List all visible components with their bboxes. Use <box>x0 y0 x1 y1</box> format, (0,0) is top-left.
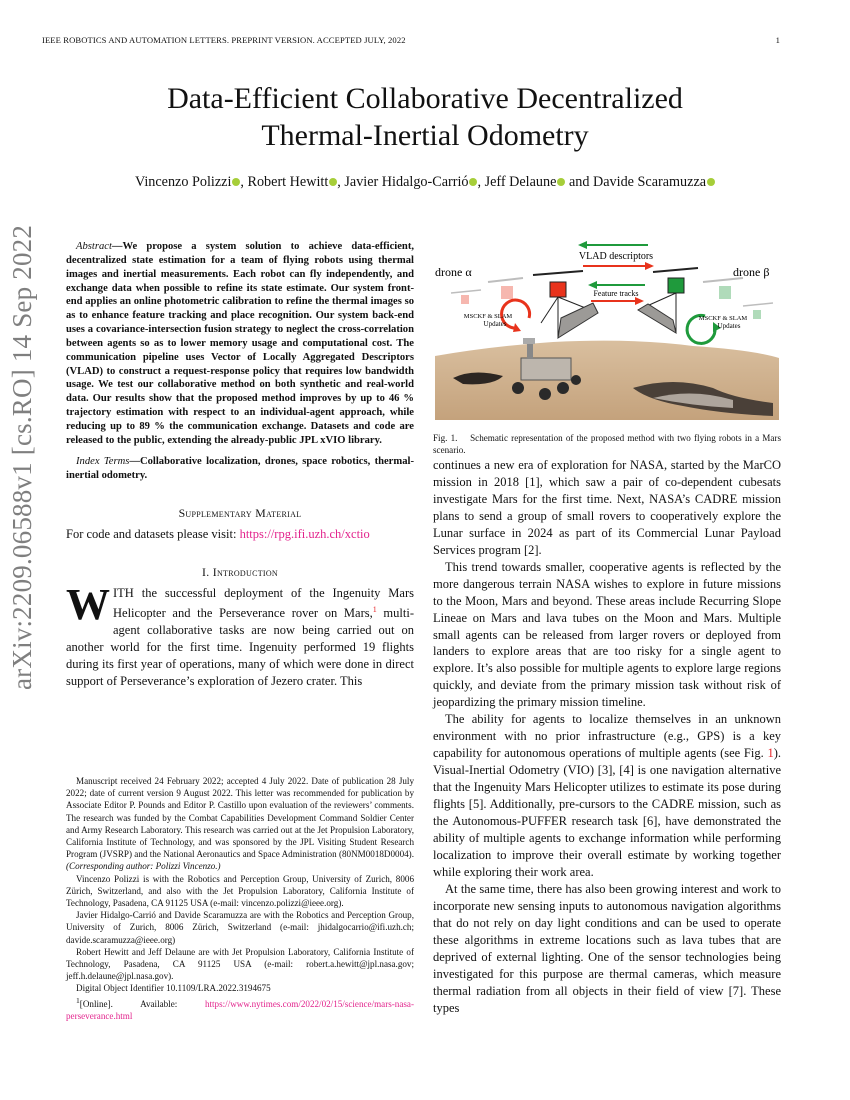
vlad-label: VLAD descriptors <box>578 251 654 262</box>
title-line-1: Data-Efficient Collaborative Decentralized <box>167 82 683 115</box>
intro-paragraph-2: This trend towards smaller, cooperative agents is reflected by the more dangerous terrain NASA wishes to explore in future missions to the Moon, Mars and beyond. These areas include Recurring Slope Lineae on Mars and lava tubes on the Moon and Mars. Multiple small agents can be released from larger rovers or deployed from landers to explore areas that are too risky for a single agent to explore. It’s also possible for multiple agents to explore large regions quickly, and deviate from the primary mission task without risk of jeopardizing the primary mission timeline. <box>433 559 781 710</box>
intro-paragraph-4: At the same time, there has also been growing interest and work to incorporate new sensing inputs to autonomous navigation algorithms that do not rely on day light conditions and can be used to operate these algorithms in extreme locations such as lava tubes that are deprived of external lighting. One of the sensor technologies being investigated for this purpose are thermal cameras, which measure thermal radiation from all objects in their field of view [7]. These types <box>433 881 781 1015</box>
beta-update-label-1: MSCKF & SLAM <box>698 315 748 322</box>
affiliation-1: Vincenzo Polizzi is with the Robotics and Perception Group, University of Zurich, 8006 Zürich, Switzerland, and also with the Jet Propulsion Laboratory, California Institute of Technology, Pasadena, CA 91125 USA (e-mail: vincenzo.polizzi@ieee.org). <box>66 873 414 909</box>
paper-title <box>0 80 850 154</box>
author-list <box>0 174 850 191</box>
drone-beta-ghost-icon <box>703 278 773 319</box>
nytimes-link[interactable]: https://www.nytimes.com/2022/02/15/science/mars-nasa-perseverance.html <box>66 998 414 1021</box>
author-separator: , <box>477 174 485 190</box>
beta-update-label-2: Updates <box>717 322 741 330</box>
drone-alpha-icon <box>533 271 598 338</box>
running-header <box>42 35 780 45</box>
page-number: 1 <box>775 35 780 45</box>
beta-update-loop-icon <box>687 315 747 343</box>
feature-tracks-label: Feature tracks <box>593 289 639 298</box>
drop-cap: W <box>66 580 110 630</box>
footnote-mark: 1 <box>76 995 80 1005</box>
author-name: Davide Scaramuzza <box>593 174 707 190</box>
figure-caption: Fig. 1. Schematic representation of the proposed method with two flying robots in a Mars scenario. <box>433 433 784 455</box>
affiliation-3: Robert Hewitt and Jeff Delaune are with Jet Propulsion Laboratory, California Institute of Technology, Pasadena, CA 91125 USA (e-mail: robert.a.hewitt@jpl.nasa.gov; jeff.h.delaune@jpl.nasa.gov). <box>66 946 414 982</box>
footnote-1-text: [Online]. Available: <box>79 998 205 1009</box>
author-name: Jeff Delaune <box>484 174 557 190</box>
figure-ref-link[interactable]: 1 <box>767 746 774 761</box>
index-terms-text: —Collaborative localization, drones, space robotics, thermal-inertial odometry. <box>66 455 414 481</box>
doi: Digital Object Identifier 10.1109/LRA.2022.3194675 <box>76 983 271 994</box>
supplementary-prefix: For code and datasets please visit: <box>66 527 240 542</box>
drone-alpha-label: drone α <box>435 265 472 279</box>
intro-paragraph-3 <box>433 711 781 881</box>
intro-p1-text-a: ITH the successful deployment of the Ingenuity Mars Helicopter and the Perseverance rover on Mars, <box>113 586 414 621</box>
abstract <box>66 240 414 448</box>
intro-paragraph-1 <box>66 580 414 690</box>
intro-paragraph-1-continued: continues a new era of exploration for NASA, started by the MarCO mission in 2018 [1], which saw a pair of co-dependent cubesats investigate Mars for the first time. Next, NASA’s CADRE mission plans to send a group of small rovers to cooperatively explore the Lunar surface in 2024 as part of its Commercial Lunar Payload Services program [2]. <box>433 458 781 557</box>
author-name: Vincenzo Polizzi <box>134 174 232 190</box>
introduction-heading: I. Introduction <box>201 565 279 580</box>
title-line-2: Thermal-Inertial Odometry <box>261 119 589 152</box>
intro-p1-text-b: multi-agent collaborative tasks are now being carried out on another world for the first time. Ingenuity performed 19 flights during its first year of operations, many of which were done in direct support of Perseverance’s exploration of Jezero crater. This <box>66 606 414 689</box>
left-column <box>66 240 414 690</box>
alpha-update-loop-icon <box>464 300 530 332</box>
supplementary-heading: Supplementary Material <box>178 506 302 521</box>
corresponding-author: (Corresponding author: Polizzi Vincenzo.) <box>66 861 221 872</box>
code-link[interactable]: https://rpg.ifi.uzh.ch/xctio <box>239 527 370 542</box>
index-terms <box>66 455 414 483</box>
abstract-label: Abstract <box>76 241 112 252</box>
vlad-arrows <box>578 241 654 270</box>
alpha-update-label-1: MSCKF & SLAM <box>463 313 513 320</box>
journal-name: IEEE ROBOTICS AND AUTOMATION LETTERS. PREPRINT VERSION. ACCEPTED JULY, 2022 <box>42 35 406 45</box>
author-separator: and <box>565 174 593 190</box>
supplementary-text <box>66 526 414 543</box>
intro-p3-text-a: The ability for agents to localize themselves in an unknown environment with no prior infrastructure (e.g., GPS) is a key capability for autonomous operations of multiple agents (see Fig. <box>433 712 781 761</box>
feature-track-arrows <box>588 281 645 305</box>
index-terms-label: Index Terms <box>76 455 130 467</box>
affiliation-2: Javier Hidalgo-Carrió and Davide Scaramuzza are with the Robotics and Perception Group, University of Zurich, 8006 Zürich, Switzerland (e-mail: jhidalgocarrio@ifi.uzh.ch; davide.scaramuzza@ieee.org) <box>66 910 414 945</box>
author-name: Robert Hewitt <box>247 174 329 190</box>
drone-beta-label: drone β <box>733 265 770 279</box>
footnote-ref-1[interactable]: 1 <box>372 605 377 615</box>
mars-scene-illustration <box>433 238 781 424</box>
author-name: Javier Hidalgo-Carrió <box>344 174 469 190</box>
figure-1 <box>433 238 781 424</box>
footnote-1 <box>66 995 414 1022</box>
manuscript-note <box>66 775 414 873</box>
alpha-update-label-2: Updates <box>483 320 507 328</box>
orcid-icon[interactable] <box>707 178 715 186</box>
arxiv-stamp[interactable]: arXiv:2209.06588v1 [cs.RO] 14 Sep 2022 <box>7 224 37 690</box>
author-separator: , <box>337 174 345 190</box>
right-column <box>433 457 781 1016</box>
footnotes <box>66 775 414 1022</box>
intro-p3-text-b: ). Visual-Inertial Odometry (VIO) [3], [4] is one navigation alternative that the Ingenuity Mars Helicopter utilizes to estimate its pose during flights [5]. Additionally, pre-cursors to the CADRE mission, such as the Autonomous-PUFFER research task [6], have demonstrated the ability of multiple agents to exchange information while performing localization to improve their overall estimate by working together while exploring their work area. <box>433 746 781 879</box>
abstract-text: —We propose a system solution to achieve data-efficient, decentralized state estimation for a team of flying robots using thermal images and inertial measurements. Each robot can fly independently, and exchange data when possible to refine its state estimate. Our system front-end applies an online photometric calibration to refine the thermal images so as to enhance feature tracking and place recognition. Our system back-end uses a covariance-intersection fusion strategy to neglect the cross-correlation between agents so as to lower memory usage and computational cost. The communication pipeline uses Vector of Locally Aggregated Descriptors (VLAD) to construct a request-response policy that requires low bandwidth usage. We test our collaborative method on both synthetic and real-world data. Our results show that the proposed method improves by up to 46 % trajectory estimation with respect to an individual-agent approach, while reducing up to 89 % the communication exchange. Datasets and code are released to the public, extending the already-public JPL xVIO library. <box>66 241 414 446</box>
manuscript-text: Manuscript received 24 February 2022; accepted 4 July 2022. Date of publication 28 July 2022; date of current version 9 August 2022. This letter was recommended for publication by Associate Editor P. Pounds and Editor P. Castillo upon evaluation of the reviewers’ comments. The research was funded by the Combat Capabilities Development Command Soldier Center and Army Research Laboratory. This research was carried out at the Jet Propulsion Laboratory, California Institute of Technology, and was sponsored by the JPL Visiting Student Research Program (JVSRP) and the National Aeronautics and Space Administration (80NM0018D0004). <box>66 776 414 860</box>
author-separator: , <box>240 174 248 190</box>
